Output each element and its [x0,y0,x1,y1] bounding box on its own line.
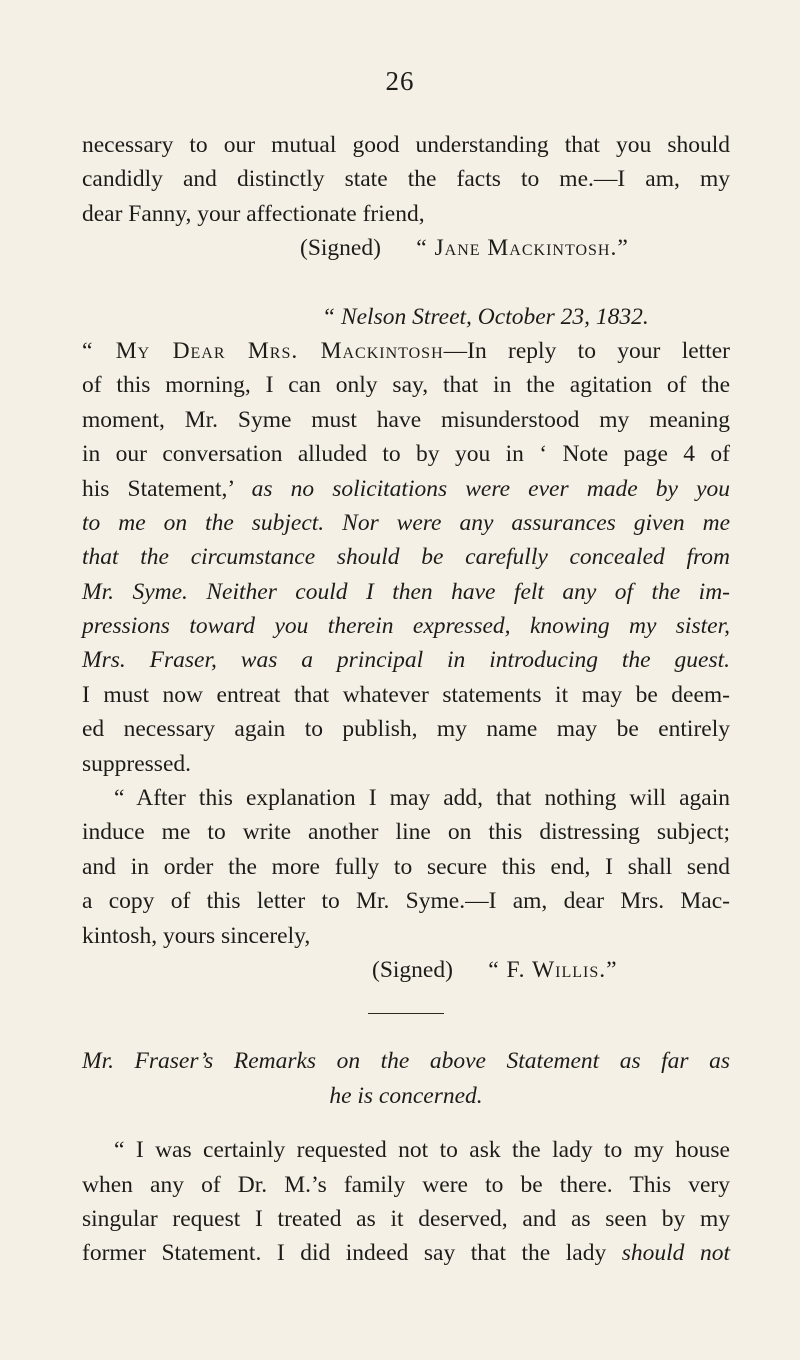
dateline [82,300,730,334]
text-line: of this morning, I can only say, that in the agitation of the [82,372,730,399]
page-body [82,128,730,1271]
text-fragment: —In reply to your letter [443,337,730,364]
text-fragment: his Statement,’ [82,475,234,502]
text-line: a copy of this letter to Mr. Syme.—I am, dear Mrs. Mac- [82,888,730,915]
signature-line [82,231,730,265]
text-line: necessary to our mutual good understanding that you should [82,132,730,158]
dateline-text: “ Nelson Street, October 23, 1832. [322,303,649,330]
text-line [82,643,730,677]
text-line [82,506,730,540]
signature-jane-mackintosh: “ Jane Mackintosh.” [416,235,629,262]
text-line: when any of Dr. M.’s family were to be there. This very [82,1171,730,1198]
text-line: “ I was certainly requested not to ask the lady to my house [114,1137,730,1164]
text-line: singular request I treated as it deserved, and as seen by my [82,1205,730,1232]
text-line: candidly and distinctly state the facts to me.—I am, my [82,166,730,193]
italic-fragment: should not [621,1240,730,1267]
text-line: moment, Mr. Syme must have misunderstood my meaning [82,406,730,433]
section-heading [82,1044,730,1078]
italic-line: to me on the subject. Nor were any assurances given me [82,509,730,536]
signed-label: (Signed) [372,956,453,983]
text-line: induce me to write another line on this distressing subject; [82,819,730,846]
text-line: in our conversation alluded to by you in ‘ Note page 4 of [82,441,730,468]
italic-line: that the circumstance should be carefully concealed from [82,544,730,571]
section-heading [82,1079,730,1113]
italic-line: Mrs. Fraser, was a principal in introducing the guest. [82,647,730,674]
signature-f-willis: “ F. Willis.” [488,956,618,983]
text-fragment: former Statement. I did indeed say that the lady [82,1240,607,1267]
heading-line: Mr. Fraser’s Remarks on the above Statement as far as [82,1048,730,1075]
italic-fragment: as no solicitations were ever made by you [251,475,730,502]
text-line: and in order the more fully to secure this end, I shall send [82,853,730,880]
text-line: “ After this explanation I may add, that nothing will again [114,785,730,812]
text-line: ed necessary again to publish, my name may be entirely [82,716,730,743]
text-line [82,540,730,574]
signature-line [82,953,730,987]
salutation: “ My Dear Mrs. Mackintosh [82,337,444,364]
heading-line: he is concerned. [329,1082,483,1109]
section-divider [368,1013,444,1014]
signed-label: (Signed) [300,235,381,262]
text-line: I must now entreat that whatever statements it may be deem- [82,681,730,708]
page-number: 26 [385,66,415,96]
italic-line: pressions toward you therein expressed, knowing my sister, [82,613,730,640]
text-line [82,609,730,643]
text-line [82,575,730,609]
text-line [82,472,730,506]
text-line [82,334,730,368]
text-line: kintosh, yours sincerely, [82,922,311,949]
text-line [82,1236,730,1270]
text-line: suppressed. [82,750,191,777]
italic-line: Mr. Syme. Neither could I then have felt any of the im- [82,578,730,605]
text-line: dear Fanny, your affectionate friend, [82,200,425,227]
